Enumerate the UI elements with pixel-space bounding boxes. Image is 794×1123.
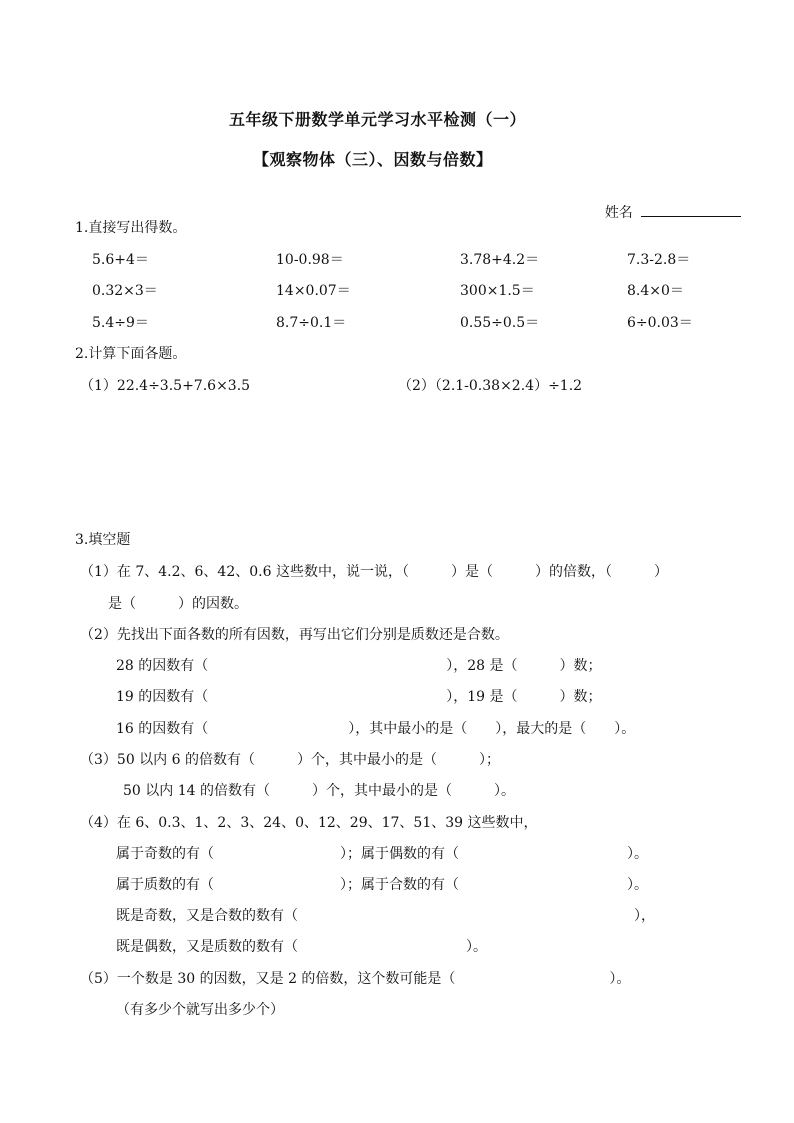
- q1-cell: 8.4×0＝: [627, 283, 684, 299]
- q3-part4-intro: （4）在 6、0.3、1、2、3、24、0、12、29、17、51、39 这些数中，: [80, 815, 538, 831]
- q2-problem-1: （1）22.4÷3.5+7.6×3.5: [80, 378, 251, 394]
- page-subtitle: 【观察物体（三）、因数与倍数】: [253, 150, 493, 169]
- name-blank[interactable]: [641, 204, 741, 217]
- q3-part2-19: 19 的因数有（ ），19 是（ ）数；: [116, 689, 602, 705]
- q2-problem-2: （2）（2.1-0.38×2.4）÷1.2: [398, 378, 583, 394]
- q3-part4-line3: 既是奇数，又是合数的数有（ ），: [116, 908, 655, 924]
- q2-heading: 2.计算下面各题。: [75, 346, 187, 362]
- q1-cell: 0.55÷0.5＝: [460, 315, 540, 331]
- q1-cell: 5.4÷9＝: [92, 315, 149, 331]
- q1-cell: 8.7÷0.1＝: [276, 315, 347, 331]
- q1-cell: 7.3-2.8＝: [627, 252, 691, 268]
- q1-cell: 3.78+4.2＝: [460, 252, 540, 268]
- page-title: 五年级下册数学单元学习水平检测（一）: [229, 110, 527, 129]
- q3-part2-28: 28 的因数有（ ），28 是（ ）数；: [116, 658, 602, 674]
- q1-cell: 0.32×3＝: [92, 283, 158, 299]
- q1-cell: 6÷0.03＝: [627, 315, 693, 331]
- q3-heading: 3.填空题: [75, 532, 131, 548]
- q1-heading: 1.直接写出得数。: [75, 220, 187, 236]
- q3-part5-note: （有多少个就写出多少个）: [116, 1002, 284, 1018]
- q3-part4-line2: 属于质数的有（ ）；属于合数的有（ ）。: [116, 877, 648, 893]
- q1-cell: 300×1.5＝: [460, 283, 535, 299]
- name-field[interactable]: [587, 186, 741, 238]
- q3-part1-line1: （1）在 7、4.2、6、42、0.6 这些数中，说一说，（ ）是（ ）的倍数，（ ）: [80, 564, 668, 580]
- q3-part3-line2: 50 以内 14 的倍数有（ ）个，其中最小的是（ ）。: [123, 783, 515, 799]
- q3-part5-line1: （5）一个数是 30 的因数，又是 2 的倍数，这个数可能是（ ）。: [80, 971, 631, 987]
- q1-cell: 14×0.07＝: [276, 283, 351, 299]
- q3-part4-line1: 属于奇数的有（ ）；属于偶数的有（ ）。: [116, 846, 648, 862]
- q1-cell: 10-0.98＝: [276, 252, 344, 268]
- q3-part3-line1: （3）50 以内 6 的倍数有（ ）个，其中最小的是（ ）；: [80, 752, 500, 768]
- q3-part2-16: 16 的因数有（ ），其中最小的是（ ），最大的是（ ）。: [116, 721, 636, 737]
- q3-part4-line4: 既是偶数，又是质数的数有（ ）。: [116, 939, 487, 955]
- q3-part1-line2: 是（ ）的因数。: [108, 596, 248, 612]
- q1-cell: 5.6+4＝: [92, 252, 149, 268]
- name-label: 姓名: [604, 205, 633, 221]
- q3-part2-intro: （2）先找出下面各数的所有因数，再写出它们分别是质数还是合数。: [80, 627, 509, 643]
